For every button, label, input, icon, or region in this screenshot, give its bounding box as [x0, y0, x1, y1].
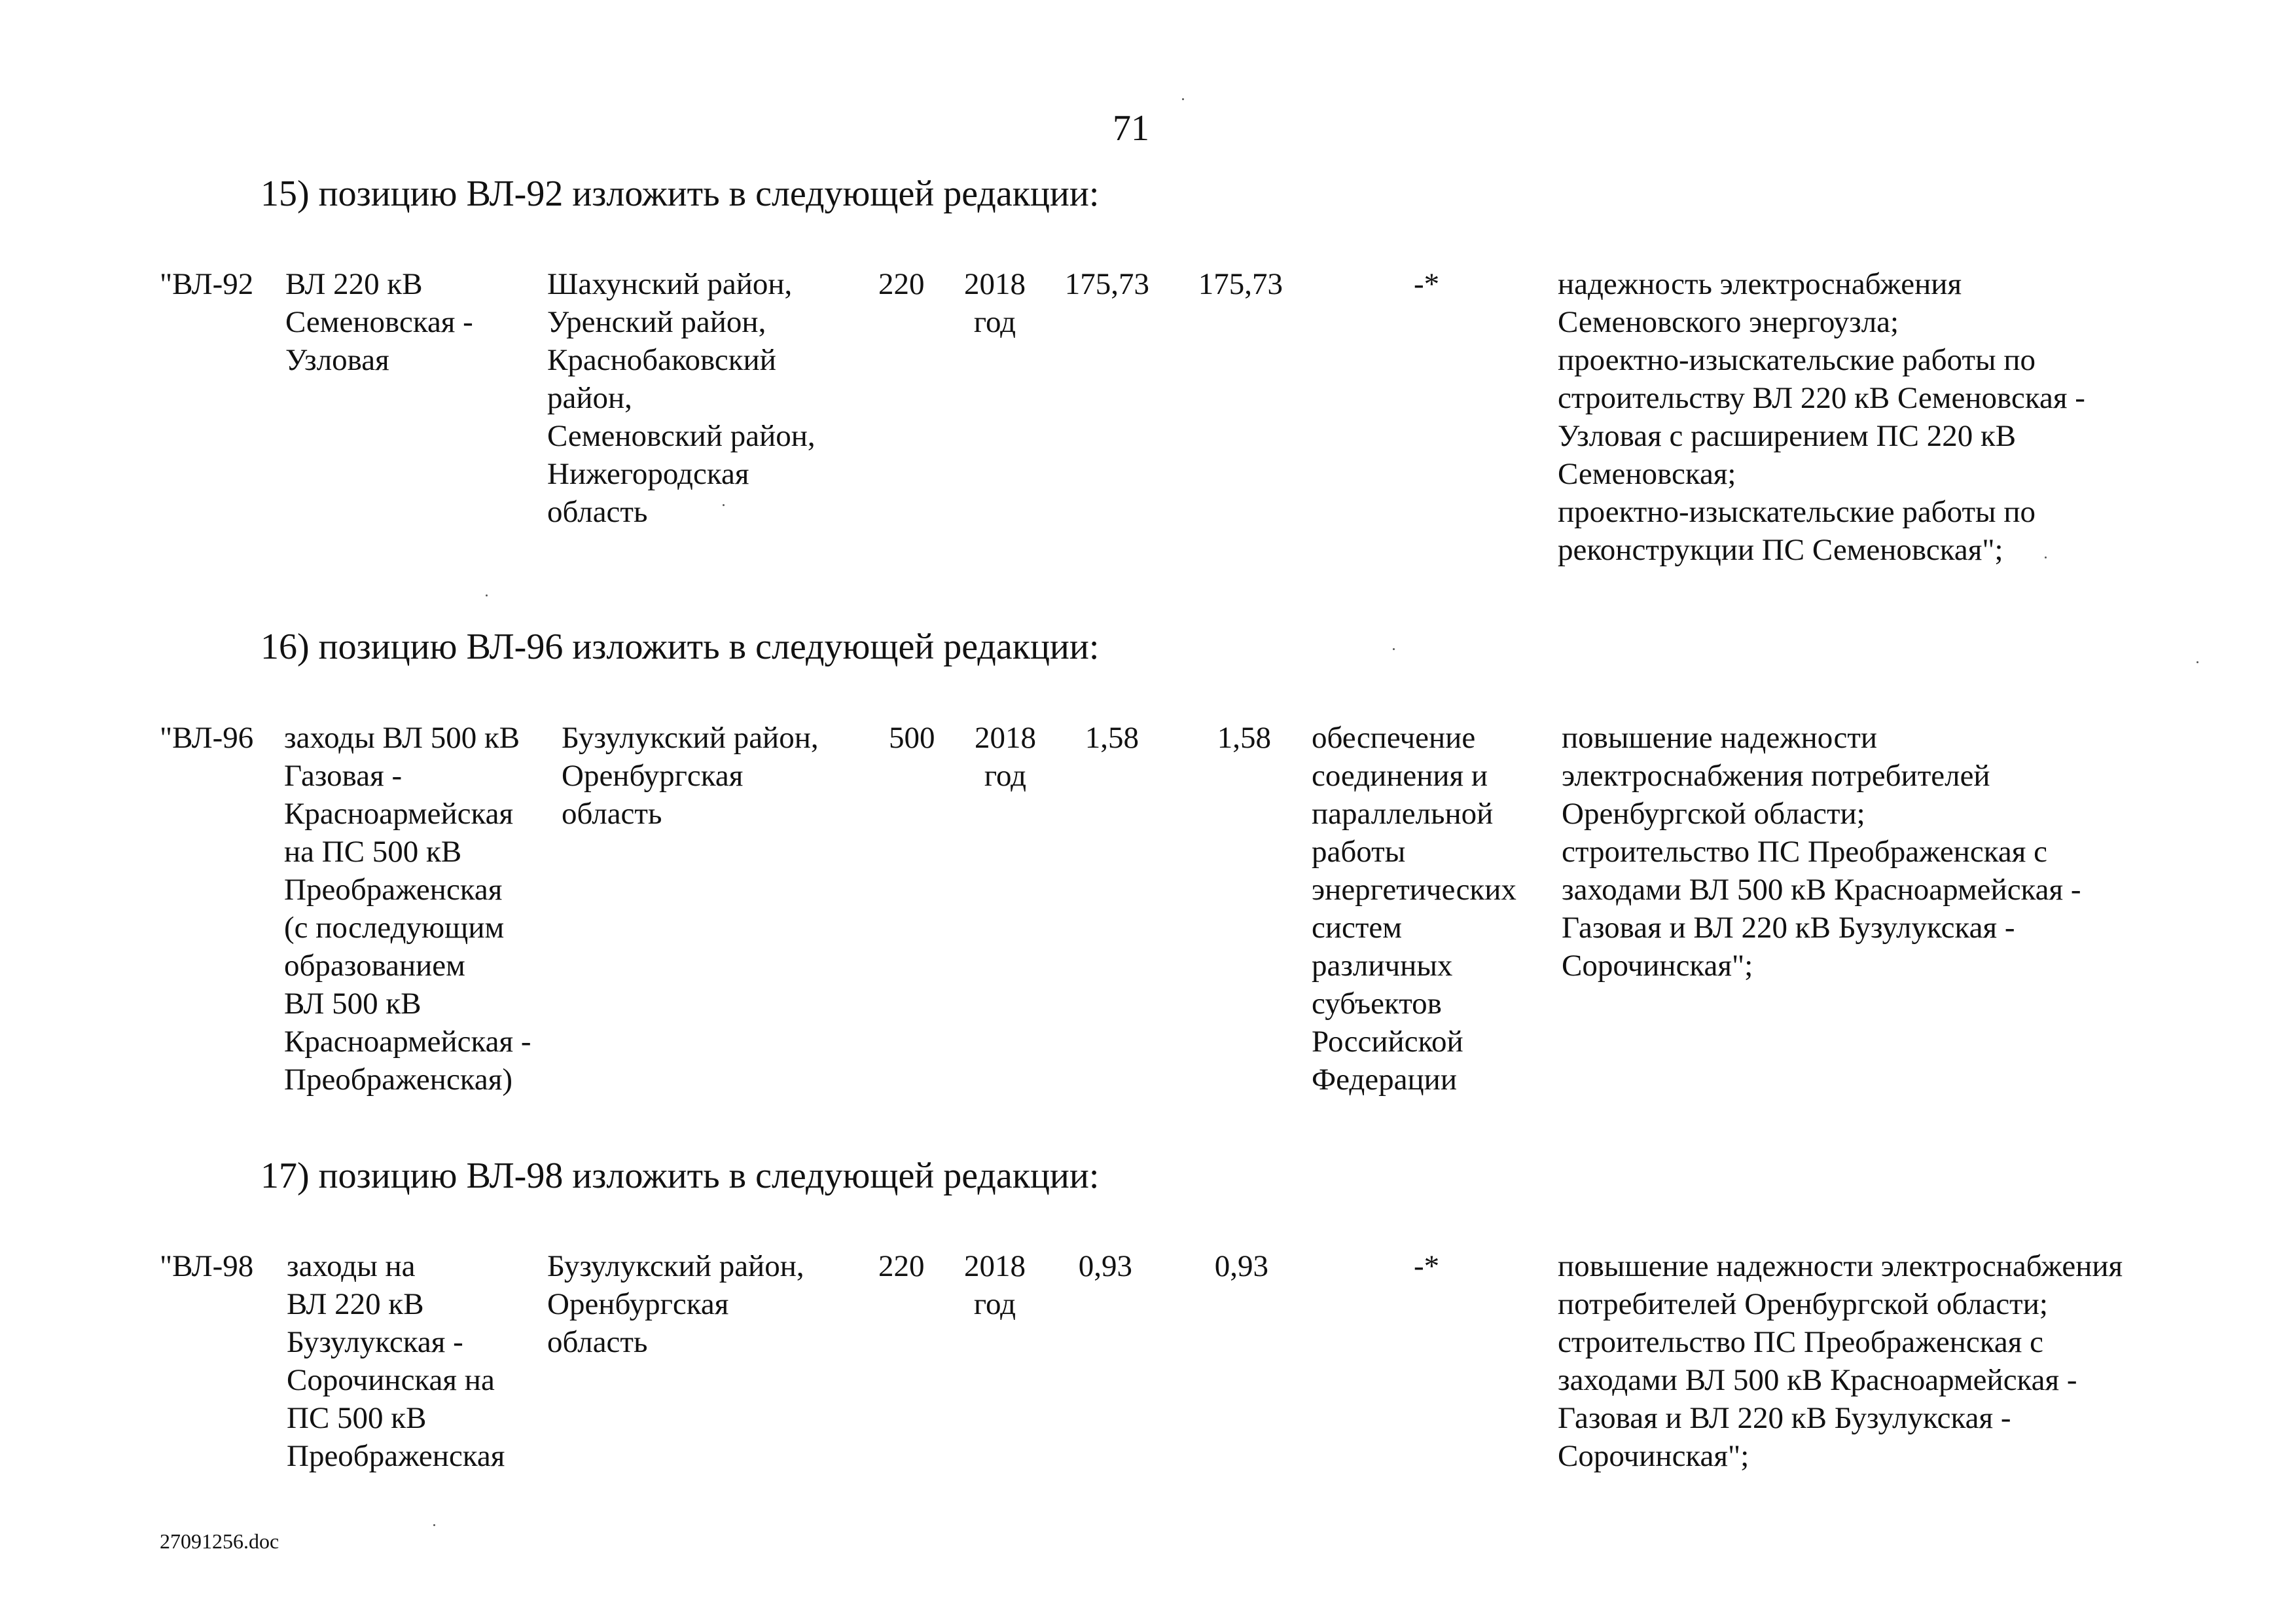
position-code: "ВЛ-98 [160, 1249, 254, 1283]
goal: повышение надежности электроснабжения потребителей Оренбургской области; строительство ПС Преображенская с заходами ВЛ 500 кВ Красноармейская - Газовая и ВЛ 220 кВ Бузулукская - Сорочинская"; [1562, 721, 2081, 983]
position-code: "ВЛ-92 [160, 267, 254, 301]
line-name: ВЛ 220 кВ Семеновская - Узловая [285, 267, 473, 377]
length-total: 1,58 [1085, 721, 1139, 755]
purpose: -* [1414, 1249, 1440, 1283]
location: Бузулукский район, Оренбургская область [562, 721, 819, 831]
document-filename: 27091256.doc [160, 1529, 279, 1553]
purpose: обеспечение соединения и параллельной работы энергетических систем различных субъектов Российской Федерации [1312, 721, 1516, 1097]
length-total: 0,93 [1078, 1249, 1132, 1283]
position-code: "ВЛ-96 [160, 721, 254, 755]
section-heading-vl-96: 16) позицию ВЛ-96 изложить в следующей редакции: [260, 627, 1100, 667]
scan-speck [723, 504, 725, 506]
length-planned: 0,93 [1214, 1249, 1268, 1283]
length-planned: 1,58 [1217, 721, 1271, 755]
scan-speck [2197, 661, 2198, 663]
page-number: 71 [1113, 108, 1149, 149]
year: 2018 год [964, 1249, 1026, 1321]
location: Бузулукский район, Оренбургская область [547, 1249, 804, 1359]
length-total: 175,73 [1064, 267, 1149, 301]
scan-speck [1182, 98, 1184, 100]
goal: повышение надежности электроснабжения потребителей Оренбургской области; строительство ПС Преображенская с заходами ВЛ 500 кВ Красноармейская - Газовая и ВЛ 220 кВ Бузулукская - Сорочинская"; [1558, 1249, 2123, 1473]
scan-speck [1393, 648, 1395, 650]
line-name: заходы ВЛ 500 кВ Газовая - Красноармейская на ПС 500 кВ Преображенская (с последующим образованием ВЛ 500 кВ Красноармейская - Преображенская) [284, 721, 531, 1097]
line-name: заходы на ВЛ 220 кВ Бузулукская - Сорочинская на ПС 500 кВ Преображенская [287, 1249, 505, 1473]
voltage: 500 [889, 721, 935, 755]
location: Шахунский район, Уренский район, Краснобаковский район, Семеновский район, Нижегородская область [547, 267, 816, 529]
year: 2018 год [964, 267, 1026, 339]
scan-speck [2045, 556, 2047, 558]
purpose: -* [1414, 267, 1440, 301]
length-planned: 175,73 [1198, 267, 1283, 301]
year: 2018 год [975, 721, 1036, 793]
goal: надежность электроснабжения Семеновского энергоузла; проектно-изыскательские работы по строительству ВЛ 220 кВ Семеновская - Узловая с расширением ПС 220 кВ Семеновская; проектно-изыскательские работы по реконструкции ПС Семеновская"; [1558, 267, 2085, 567]
scan-speck [486, 594, 488, 596]
section-heading-vl-98: 17) позицию ВЛ-98 изложить в следующей редакции: [260, 1156, 1100, 1196]
scan-speck [433, 1524, 435, 1526]
voltage: 220 [878, 1249, 925, 1283]
section-heading-vl-92: 15) позицию ВЛ-92 изложить в следующей редакции: [260, 173, 1100, 214]
voltage: 220 [878, 267, 925, 301]
